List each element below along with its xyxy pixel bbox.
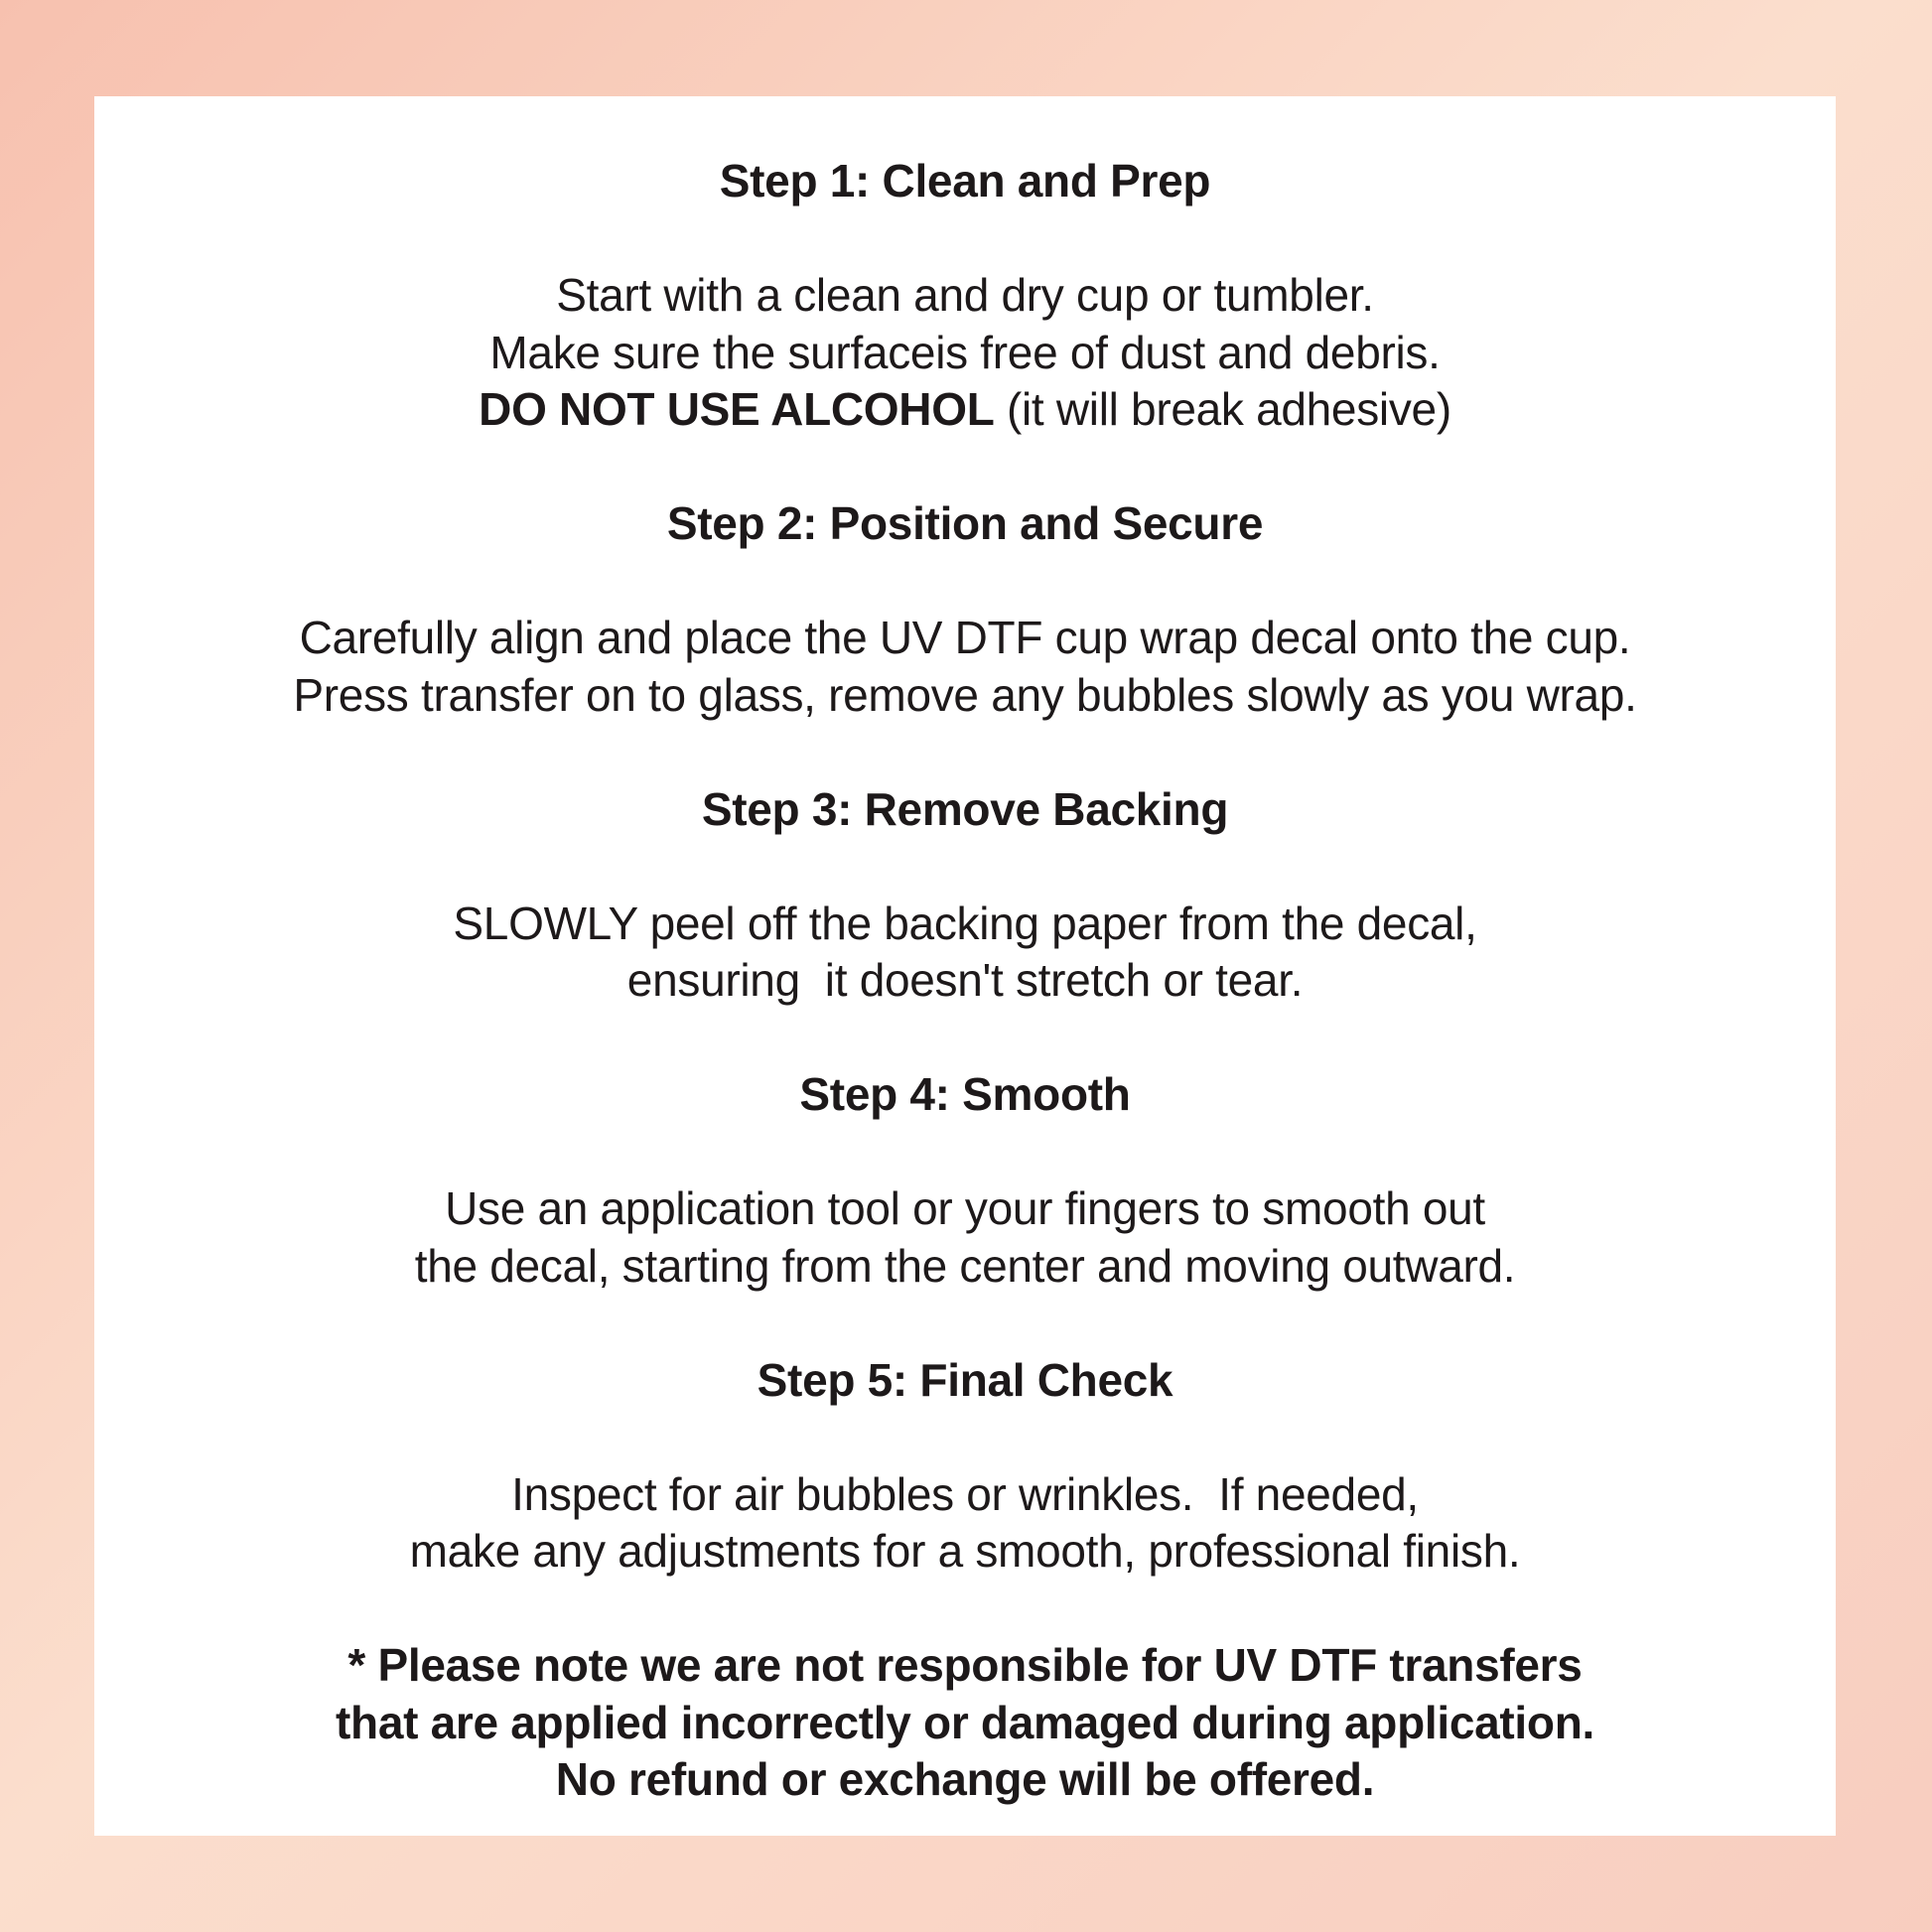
step-body-line: make any adjustments for a smooth, professional finish. bbox=[409, 1525, 1521, 1577]
emphasis-bold-text: DO NOT USE ALCOHOL bbox=[479, 383, 995, 435]
step-body-line: SLOWLY peel off the backing paper from the decal, bbox=[453, 897, 1477, 949]
step-body-line-emphasis bbox=[94, 381, 1836, 439]
step-4-section bbox=[94, 1066, 1836, 1295]
instruction-card bbox=[94, 96, 1836, 1836]
step-body-line: Press transfer on to glass, remove any bubbles slowly as you wrap. bbox=[293, 668, 1637, 721]
step-1-section bbox=[94, 153, 1836, 439]
step-3-heading: Step 3: Remove Backing bbox=[701, 782, 1229, 835]
step-body-line: the decal, starting from the center and moving outward. bbox=[414, 1239, 1516, 1292]
step-body-line: ensuring it doesn't stretch or tear. bbox=[626, 954, 1304, 1006]
disclaimer-line: * Please note we are not responsible for UV DTF transfers bbox=[347, 1639, 1583, 1691]
disclaimer-line: that are applied incorrectly or damaged during application. bbox=[336, 1696, 1594, 1748]
step-4-heading: Step 4: Smooth bbox=[799, 1068, 1131, 1120]
step-body-line: Carefully align and place the UV DTF cup wrap decal onto the cup. bbox=[299, 612, 1631, 663]
step-body-line: Inspect for air bubbles or wrinkles. If needed, bbox=[511, 1467, 1419, 1520]
step-body-line: Start with a clean and dry cup or tumbler. bbox=[556, 269, 1374, 321]
step-1-heading: Step 1: Clean and Prep bbox=[719, 155, 1211, 207]
disclaimer-line: No refund or exchange will be offered. bbox=[555, 1753, 1375, 1805]
step-5-section bbox=[94, 1352, 1836, 1581]
emphasis-regular-text: (it will break adhesive) bbox=[994, 383, 1451, 435]
step-2-section bbox=[94, 495, 1836, 724]
step-body-line: Make sure the surfaceis free of dust and debris. bbox=[489, 326, 1441, 378]
step-3-section bbox=[94, 781, 1836, 1010]
step-body-line: Use an application tool or your fingers to smooth out bbox=[445, 1182, 1485, 1234]
step-5-heading: Step 5: Final Check bbox=[757, 1353, 1173, 1406]
disclaimer-section bbox=[94, 1637, 1836, 1809]
step-2-heading: Step 2: Position and Secure bbox=[666, 497, 1264, 549]
